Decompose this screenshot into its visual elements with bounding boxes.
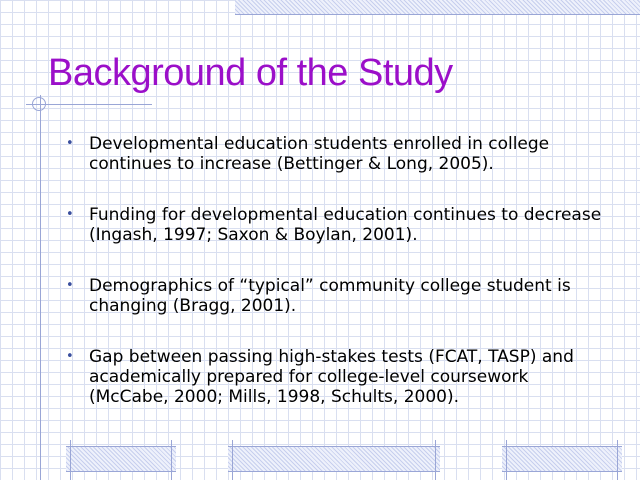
bullet-item (64, 205, 609, 245)
bullet-dot-icon: • (66, 136, 74, 151)
bullet-dot-icon: • (66, 207, 74, 222)
decorative-circle-icon (32, 97, 46, 111)
slide-title: Background of the Study (48, 52, 453, 94)
bullet-list (64, 134, 609, 438)
bottom-decorative-box-right (502, 446, 622, 472)
bullet-item (64, 276, 609, 316)
bullet-item (64, 134, 609, 174)
bullet-text: Funding for developmental education continues to decrease (Ingash, 1997; Saxon & Boylan, 2001). (89, 205, 602, 245)
bottom-decorative-box-middle (228, 446, 440, 472)
bullet-item (64, 347, 609, 407)
bullet-dot-icon: • (66, 349, 74, 364)
bottom-decorative-box-left (66, 446, 176, 472)
bullet-text: Developmental education students enrolled in college continues to increase (Bettinger & Long, 2005). (89, 134, 550, 174)
bullet-text: Demographics of “typical” community college student is changing (Bragg, 2001). (89, 276, 571, 316)
decorative-vertical-line (40, 95, 41, 480)
bullet-dot-icon: • (66, 278, 74, 293)
bullet-text: Gap between passing high-stakes tests (FCAT, TASP) and academically prepared for college-level coursework (McCabe, 2000; Mills, 1998, Schults, 2000). (89, 347, 574, 407)
top-decorative-band (235, 0, 640, 15)
